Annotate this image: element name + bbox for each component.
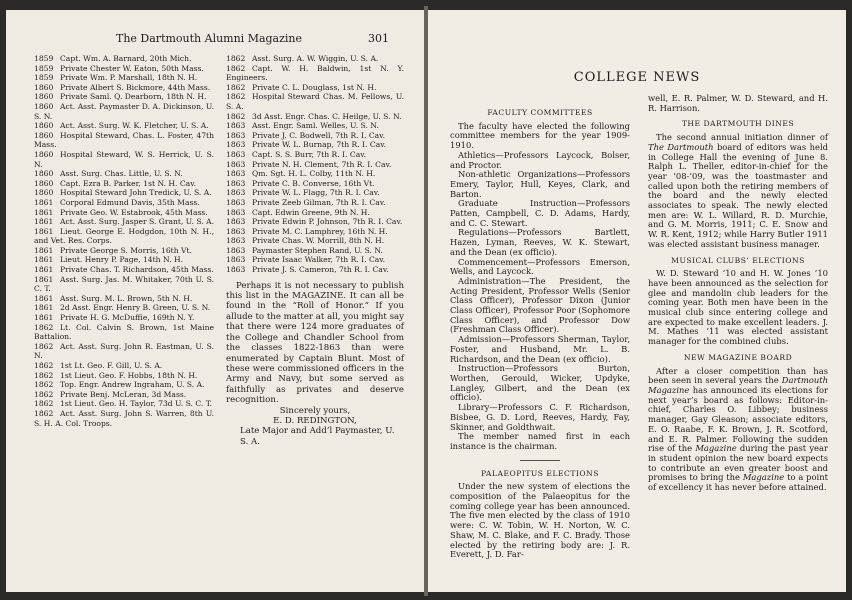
roster-entry	[226, 179, 404, 189]
roster-text: Private J. S. Cameron, 7th R. I. Cav.	[252, 265, 389, 275]
roster-entry	[34, 390, 214, 400]
board-text-italic: Dartmouth Magazine	[648, 375, 828, 395]
roster-entry	[34, 121, 214, 131]
roster-year: 1862	[226, 63, 246, 73]
faculty-paragraph: Non-athletic Organizations—Professors Emery, Taylor, Hull, Keyes, Clark, and Barton.	[450, 169, 630, 199]
board-text-italic-2: Magazine	[695, 443, 737, 454]
roster-list-2	[226, 54, 404, 275]
roster-entry	[226, 92, 404, 111]
roster-text: Asst. Surg. Jas. M. Whitaker, 70th U. S. C. T.	[34, 274, 214, 294]
roster-text: Asst. Surg. Chas. Little, U. S. N.	[60, 169, 183, 179]
roster-year: 1862	[34, 322, 54, 332]
roster-year: 1863	[226, 226, 246, 236]
signature-block	[226, 406, 404, 448]
roster-text: Act. Asst. Paymaster D. A. Dickinson, U. S. N.	[34, 101, 214, 121]
roster-text: Top. Engr. Andrew Ingraham, U. S. A.	[60, 380, 205, 390]
news-column-2	[648, 94, 828, 493]
roster-entry	[226, 160, 404, 170]
board-text-d: to a point of excellency it has never before attained.	[648, 472, 828, 493]
roster-text: Hospital Steward Chas. M. Fellows, U. S. A.	[226, 92, 404, 111]
roster-entry	[226, 54, 404, 64]
roster-entry	[226, 217, 404, 227]
roster-year: 1861	[34, 303, 54, 313]
roster-entry	[226, 255, 404, 265]
roster-text: Private H. G. McDuffie, 169th N. Y.	[60, 313, 195, 323]
roster-year: 1862	[34, 408, 54, 418]
roster-text: Capt. W. H. Baldwin, 1st N. Y. Engineers.	[226, 63, 404, 83]
roster-year: 1861	[34, 245, 54, 255]
roster-entry	[34, 208, 214, 218]
roster-text: Private M. C. Lamphrey, 16th N. H.	[252, 226, 388, 236]
faculty-paragraph: Admission—Professors Sherman, Taylor, Foster, and Husband, Mr. L. B. Richardson, and the Dean (ex officio).	[450, 334, 630, 364]
roster-text: Private W. L. Flagg, 7th R. I. Cav.	[252, 188, 380, 198]
roster-text: Hospital Steward John Tredick, U. S. A.	[60, 188, 212, 198]
roster-text: Capt. S. S. Burr, 7th R. I. Cav.	[252, 149, 367, 159]
roster-text: Private Saml. Q. Dearborn, 18th N. H.	[60, 92, 207, 102]
roster-year: 1862	[226, 92, 246, 102]
glee-heading: MUSICAL CLUBS’ ELECTIONS	[671, 255, 805, 265]
dines-text-b: board of editors was held in College Hall the evening of June 8. Ralph L. Theller, editor-in-chief for the year ’08-’09, was the toastmaster and called upon both the retiring members of the board and the newly elected associates to speak. The newly elected men are: W. L. Willard, R. D. Murchie, and G. M. Morris, 1911; C. E. Snow and W. R. Kent, 1912; while Harry Butler 1911 was elected assistant business manager.	[648, 141, 828, 249]
signer-name: E. D. REDINGTON,	[273, 415, 357, 426]
roster-year: 1861	[34, 293, 54, 303]
board-text-b: has announced its elections for next year’s board as follows: Editor-in-chief, Charles O. Libbey; business manager, Gay Gleason; associate editors, E. O. Raabe, F. K. Brown, J. R. Scotford, and E. R. Palmer. Following the sudden rise of the	[648, 384, 828, 454]
roster-year: 1861	[34, 265, 54, 275]
page-number: 301	[368, 32, 389, 45]
board-text-italic-3: Magazine	[742, 472, 785, 483]
roster-year: 1860	[34, 130, 54, 140]
roster-text: Asst. Surg. A. W. Wiggin, U. S. A.	[252, 54, 379, 63]
roster-text: Private Chester W. Eaton, 50th Mass.	[60, 63, 204, 73]
roster-entry	[34, 294, 214, 304]
roster-column-2	[226, 54, 404, 447]
roster-year: 1862	[34, 389, 54, 399]
roster-text: Private C. B. Converse, 16th Vt.	[252, 178, 375, 188]
roster-text: Corporal Edmund Davis, 35th Mass.	[60, 197, 200, 207]
roster-entry	[34, 255, 214, 265]
roster-entry	[34, 188, 214, 198]
roster-entry	[34, 380, 214, 390]
roster-entry	[226, 188, 404, 198]
roster-text: Hospital Steward, Chas. L. Foster, 47th Mass.	[34, 130, 214, 150]
roster-year: 1860	[34, 121, 54, 131]
roster-year: 1860	[34, 169, 54, 179]
roster-text: Hospital Steward, W. S. Herrick, U. S. N.	[34, 149, 214, 169]
board-text-a: After a closer competition than has been seen in several years the	[648, 365, 828, 386]
roster-text: 1st Lt. Geo. F. Gill, U. S. A.	[60, 361, 163, 370]
faculty-paragraph: Athletics—Professors Laycock, Bolser, and Proctor.	[450, 149, 630, 170]
roster-entry	[226, 131, 404, 141]
roster-text: Capt. Edwin Greene, 9th N. H.	[252, 207, 370, 217]
roster-entry	[34, 303, 214, 313]
roster-year: 1863	[226, 265, 246, 275]
roster-text: Private Chas. T. Richardson, 45th Mass.	[60, 265, 214, 275]
roster-entry	[34, 179, 214, 189]
roster-column-1	[34, 54, 214, 428]
roster-year: 1863	[226, 149, 246, 159]
roster-entry	[34, 198, 214, 208]
roster-year: 1863	[226, 236, 246, 246]
roster-text: Private Zeeb Gilman, 7th R. I. Cav.	[252, 197, 386, 207]
roster-year: 1861	[34, 226, 54, 236]
running-header: The Dartmouth Alumni Magazine	[116, 32, 303, 45]
roster-text: Private George S. Morris, 16th Vt.	[60, 245, 192, 255]
roster-text: 3d Asst. Engr. Chas. C. Heilge, U. S. N.	[252, 111, 402, 121]
roster-text: Paymaster Stephen Rand, U. S. N.	[252, 245, 383, 255]
faculty-committees	[450, 122, 630, 452]
signer-title: Late Major and Add’l Paymaster, U. S. A.	[240, 426, 395, 447]
roster-year: 1861	[34, 217, 54, 227]
roster-entry	[34, 275, 214, 294]
roster-entry	[34, 92, 214, 102]
roster-entry	[226, 246, 404, 256]
faculty-paragraph: Library—Professors C. F. Richardson, Bisbee, G. D. Lord, Reeves, Hardy, Fay, Skinner, and Goldthwait.	[450, 402, 630, 432]
roster-text: Act. Asst. Surg. John S. Warren, 8th U. S. H. A. Col. Troops.	[34, 408, 214, 428]
roster-year: 1861	[34, 313, 54, 323]
section-title: COLLEGE NEWS	[573, 70, 701, 85]
roster-year: 1860	[34, 178, 54, 188]
roster-entry	[226, 140, 404, 150]
roster-entry	[34, 73, 214, 83]
roster-text: Private J. C. Bodwell, 7th R. I. Cav.	[252, 130, 385, 140]
roster-text: Act. Asst. Surg. Jasper S. Grant, U. S. A.	[60, 217, 214, 227]
roster-text: Private Geo. W. Estabrook, 45th Mass.	[60, 207, 208, 217]
faculty-paragraph: The member named first in each instance is the chairman.	[450, 431, 630, 451]
faculty-paragraph: Commencement—Professors Emerson, Wells, and Laycock.	[450, 256, 630, 277]
roster-year: 1861	[34, 207, 54, 217]
roster-entry	[34, 150, 214, 169]
roster-entry	[226, 236, 404, 246]
roster-entry	[34, 169, 214, 179]
roster-entry	[226, 121, 404, 131]
roster-year: 1863	[226, 159, 246, 169]
palaeopitus-text: Under the new system of elections the composition of the Palaeopitus for the coming college year has been announced. The five men elected by the class of 1910 were: C. W. Tobin, W. H. Norton, W. C. Shaw, M. C. Blake, and F. C. Brady. Those elected by the retiring body are: J. R. Everett, J. D. Far-	[450, 481, 630, 560]
roster-text: 1st Lieut. Geo. F. Hobbs, 18th N. H.	[60, 370, 198, 380]
roster-text: Private Wm. P. Marshall, 18th N. H.	[60, 73, 198, 83]
roster-text: Private Edwin P. Johnson, 7th R. I. Cav.	[252, 217, 403, 227]
roster-year: 1863	[226, 217, 246, 227]
divider	[520, 460, 560, 461]
roster-year: 1863	[226, 121, 246, 131]
roster-year: 1860	[34, 101, 54, 111]
roster-entry	[34, 246, 214, 256]
roster-text: Private W. L. Burnap, 7th R. I. Cav.	[252, 140, 387, 150]
dines-text-italic: The Dartmouth	[648, 141, 714, 152]
roster-year: 1863	[226, 130, 246, 140]
faculty-paragraph: Regulations—Professors Bartlett, Hazen, Lyman, Reeves, W. K. Stewart, and the Dean (ex officio).	[450, 227, 630, 257]
roster-year: 1862	[226, 82, 246, 92]
roster-year: 1863	[226, 255, 246, 265]
right-page	[428, 10, 846, 592]
roster-text: Private Chas. W. Morrill, 8th N. H.	[252, 236, 385, 246]
roster-text: Capt. Ezra B. Parker, 1st N. H. Cav.	[60, 178, 197, 188]
roster-year: 1863	[226, 169, 246, 179]
roster-entry	[226, 265, 404, 275]
roster-text: 1st Lieut. Geo. H. Taylor, 73d U. S. C. T.	[60, 399, 213, 409]
roster-entry	[34, 265, 214, 275]
news-column-1	[450, 102, 630, 560]
closing: Sincerely yours,	[279, 405, 351, 416]
faculty-paragraph: Graduate Instruction—Professors Patten, Campbell, C. D. Adams, Hardy, and C. C. Stewart.	[450, 198, 630, 228]
roster-year: 1861	[34, 197, 54, 207]
dines-text-a: The second annual initiation dinner of	[656, 132, 828, 143]
faculty-paragraph: Instruction—Professors Burton, Worthen, Gerould, Wicker, Updyke, Langley, Gilbert, and the Dean (ex officio).	[450, 363, 630, 403]
faculty-heading: FACULTY COMMITTEES	[487, 108, 593, 117]
roster-year: 1859	[34, 54, 54, 63]
roster-entry	[34, 313, 214, 323]
roster-text: Lieut. Henry P. Page, 14th N. H.	[60, 255, 183, 265]
roster-year: 1862	[34, 380, 54, 390]
roster-text: Private Benj. McLeran, 3d Mass.	[60, 389, 187, 399]
roster-year: 1859	[34, 63, 54, 73]
roster-year: 1863	[226, 188, 246, 198]
dines-text	[648, 133, 828, 249]
board-text-c: during the past year in student opinion the new board expects to contribute an even greater boost and promises to bring the	[648, 443, 829, 483]
roster-entry	[34, 217, 214, 227]
roster-year: 1860	[34, 188, 54, 198]
roster-entry	[34, 83, 214, 93]
roster-text: Private Isaac Walker, 7th R. I. Cav.	[252, 255, 386, 265]
roster-entry	[34, 64, 214, 74]
roster-year: 1863	[226, 197, 246, 207]
roster-entry	[34, 342, 214, 361]
roster-year: 1859	[34, 73, 54, 83]
roster-year: 1863	[226, 140, 246, 150]
glee-text: W. D. Steward ’10 and H. W. Jones ’10 have been announced as the selection for glee and mandolin club leaders for the coming year. Both men have been in the musical club since entering college and are expected to make excellent leaders. J. M. Mathes ’11 was elected assistant manager for the combined clubs.	[648, 268, 828, 347]
roster-entry	[34, 323, 214, 342]
roster-entry	[34, 409, 214, 428]
roster-year: 1860	[34, 82, 54, 92]
faculty-paragraph: The faculty have elected the following committee members for the year 1909-1910.	[450, 120, 630, 151]
roster-year: 1862	[226, 111, 246, 121]
roster-text: Capt. Wm. A. Barnard, 20th Mich.	[60, 54, 192, 63]
roster-text: Act. Asst. Surg. W. K. Fletcher, U. S. A.	[60, 121, 209, 131]
faculty-paragraph: Administration—The President, the Acting President, Professor Wells (Senior Class Officer), Professor Dixon (Junior Class Officer), Professor Poor (Sophomore Class Officer), and Professor Dow (Freshman Class Officer).	[450, 275, 630, 335]
roster-entry	[34, 102, 214, 121]
roster-year: 1862	[34, 399, 54, 409]
roster-text: Qm. Sgt. H. L. Colby, 11th N. H.	[252, 169, 376, 179]
roster-text: Lieut. George E. Hodgdon, 10th N. H., and Vet. Res. Corps.	[34, 226, 214, 246]
roster-entry	[34, 361, 214, 371]
roster-year: 1862	[226, 54, 246, 63]
roster-year: 1862	[34, 361, 54, 370]
roster-text: Lt. Col. Calvin S. Brown, 1st Maine Battalion.	[34, 322, 214, 342]
letter-paragraph: Perhaps it is not necessary to publish this list in the MAGAZINE. It can all be found in the “Roll of Honor.” If you allude to the matter at all, you might say that there were 124 more graduates of the College and Chandler School from the classes 1822-1863 than were enumerated by Captain Blunt. Most of these were commissioned officers in the Army and Navy, but some served as faithfully as privates and deserve recognition.	[226, 280, 404, 406]
roster-entry	[226, 169, 404, 179]
roster-entry	[226, 198, 404, 208]
roster-year: 1861	[34, 274, 54, 284]
roster-entry	[226, 227, 404, 237]
roster-text: Private Albert S. Bickmore, 44th Mass.	[60, 82, 211, 92]
roster-entry	[226, 208, 404, 218]
left-page	[6, 10, 424, 592]
roster-entry	[226, 83, 404, 93]
roster-entry	[34, 227, 214, 246]
roster-entry	[226, 112, 404, 122]
roster-text: 2d Asst. Engr. Henry B. Green, U. S. N.	[60, 303, 211, 313]
roster-year: 1862	[34, 341, 54, 351]
roster-text: Act. Asst. Surg. John R. Eastman, U. S. N.	[34, 341, 214, 361]
dines-heading: THE DARTMOUTH DINES	[681, 119, 795, 129]
roster-year: 1863	[226, 178, 246, 188]
roster-year: 1863	[226, 245, 246, 255]
roster-entry	[34, 371, 214, 381]
roster-text: Private C. L. Douglass, 1st N. H.	[252, 82, 377, 92]
palaeopitus-heading: PALAEOPITUS ELECTIONS	[481, 468, 599, 478]
roster-text: Asst. Engr. Saml. Welles, U. S. N.	[252, 121, 379, 131]
roster-entry	[226, 150, 404, 160]
roster-year: 1863	[226, 207, 246, 217]
palaeopitus-continued: well, E. R. Palmer, W. D. Steward, and H. R. Harrison.	[648, 93, 828, 113]
roster-text: Private N. H. Clement, 7th R. I. Cav.	[252, 159, 392, 169]
roster-year: 1862	[34, 370, 54, 380]
roster-entry	[34, 131, 214, 150]
roster-entry	[226, 64, 404, 83]
board-heading: NEW MAGAZINE BOARD	[683, 352, 793, 362]
roster-year: 1860	[34, 92, 54, 102]
roster-year: 1860	[34, 149, 54, 159]
roster-text: Asst. Surg. M. L. Brown, 5th N. H.	[60, 293, 193, 303]
roster-entry	[34, 54, 214, 64]
roster-entry	[34, 399, 214, 409]
board-text	[648, 367, 828, 493]
roster-year: 1861	[34, 255, 54, 265]
